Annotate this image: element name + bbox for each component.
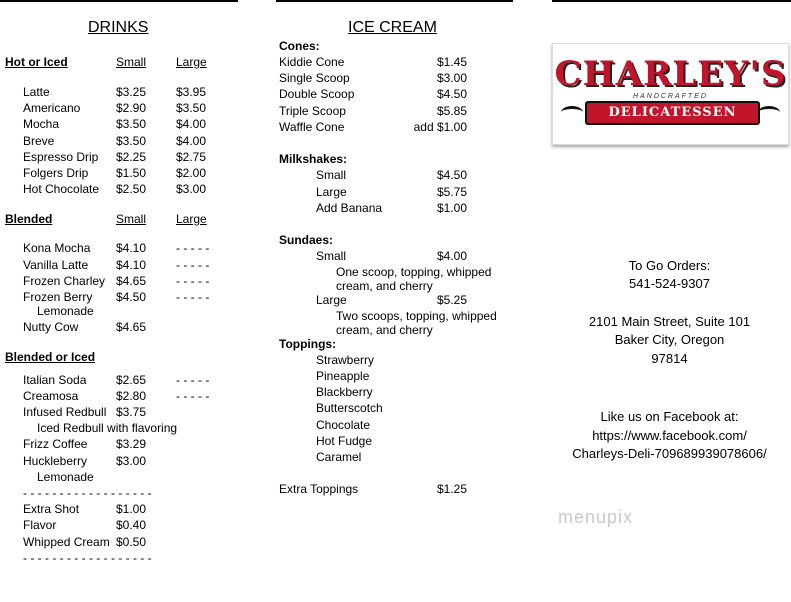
- topping-item: Blackberry: [316, 385, 373, 399]
- item-large: - - - - -: [176, 241, 210, 255]
- item-name: Vanilla Latte: [23, 258, 89, 272]
- item-small: $4.65: [116, 274, 147, 288]
- item-small: $0.40: [116, 518, 147, 532]
- item-name: Infused Redbull: [23, 405, 107, 419]
- col-large-label: Large: [176, 55, 207, 69]
- item-large: $4.00: [176, 117, 207, 131]
- ornament-icon: [561, 106, 583, 119]
- item-name-cont: Lemonade: [37, 470, 94, 484]
- topping-item: Strawberry: [316, 353, 375, 367]
- toppings-heading: Toppings:: [279, 337, 337, 351]
- item-name: Folgers Drip: [23, 166, 89, 180]
- item-price: $1.00: [436, 201, 467, 215]
- item-small: $2.80: [116, 389, 147, 403]
- topping-item: Chocolate: [316, 418, 371, 432]
- item-small: $3.25: [116, 85, 147, 99]
- item-name: Americano: [23, 101, 81, 115]
- item-name-cont: Lemonade: [37, 304, 94, 318]
- item-large: - - - - -: [176, 274, 210, 288]
- address-line-2: Baker City, Oregon: [614, 332, 725, 347]
- item-name: Small: [316, 249, 347, 263]
- item-price: add $1.00: [413, 120, 467, 134]
- item-small: $4.10: [116, 258, 147, 272]
- item-name: Frozen Berry: [23, 290, 93, 304]
- item-name: Extra Shot: [23, 502, 80, 516]
- extra-toppings-label: Extra Toppings: [279, 482, 359, 496]
- item-name: Whipped Cream: [23, 535, 110, 549]
- section-blended: Blended: [5, 212, 53, 226]
- item-small: $2.90: [116, 101, 147, 115]
- item-name: Frizz Coffee: [23, 437, 88, 451]
- item-small: $4.65: [116, 320, 147, 334]
- item-price: $3.00: [436, 71, 467, 85]
- item-name: Frozen Charley: [23, 274, 106, 288]
- logo: [552, 43, 789, 145]
- item-name: Single Scoop: [279, 71, 350, 85]
- item-small: $2.65: [116, 373, 147, 387]
- ornament-icon: [758, 106, 780, 119]
- item-price: $4.50: [436, 87, 467, 101]
- item-name: Large: [316, 185, 347, 199]
- facebook-line-3: Charleys-Deli-709689939078606/: [572, 446, 767, 461]
- item-name: Small: [316, 168, 347, 182]
- cones-heading: Cones:: [279, 39, 320, 53]
- topping-item: Hot Fudge: [316, 434, 373, 448]
- item-name: Italian Soda: [23, 373, 87, 387]
- item-price: $1.45: [436, 55, 467, 69]
- item-small: $3.50: [116, 117, 147, 131]
- item-desc: cream, and cherry: [336, 279, 433, 293]
- item-name: Large: [316, 293, 347, 307]
- item-small: $2.25: [116, 150, 147, 164]
- item-large: $3.00: [176, 182, 207, 196]
- facebook-line-1: Like us on Facebook at:: [600, 409, 739, 424]
- section-hot-or-iced: Hot or Iced: [5, 55, 68, 69]
- item-name: Flavor: [23, 518, 57, 532]
- item-name: Huckleberry: [23, 454, 88, 468]
- item-large: $2.75: [176, 150, 207, 164]
- address-line-1: 2101 Main Street, Suite 101: [588, 314, 751, 329]
- facebook-line-2: https://www.facebook.com/: [592, 428, 747, 443]
- topping-item: Caramel: [316, 450, 362, 464]
- item-name: Kiddie Cone: [279, 55, 345, 69]
- item-name: Creamosa: [23, 389, 79, 403]
- extra-toppings-price: $1.25: [436, 482, 467, 496]
- item-large: $3.50: [176, 101, 207, 115]
- item-small: $3.50: [116, 134, 147, 148]
- sundaes-heading: Sundaes:: [279, 233, 334, 247]
- item-name: Triple Scoop: [279, 104, 346, 118]
- item-price: $5.75: [436, 185, 467, 199]
- drinks-title: DRINKS: [88, 19, 149, 36]
- divider: - - - - - - - - - - - - - - - - - -: [23, 486, 152, 500]
- milkshakes-heading: Milkshakes:: [279, 152, 348, 166]
- item-name: Mocha: [23, 117, 60, 131]
- topping-item: Pineapple: [316, 369, 370, 383]
- item-large: $4.00: [176, 134, 207, 148]
- divider: - - - - - - - - - - - - - - - - - -: [23, 551, 152, 565]
- item-large: - - - - -: [176, 389, 210, 403]
- column-rule-info: [552, 0, 791, 2]
- item-large: $2.00: [176, 166, 207, 180]
- zip: 97814: [651, 351, 688, 366]
- item-small: $4.10: [116, 241, 147, 255]
- column-rule-icecream: [276, 0, 513, 2]
- item-price: $5.25: [436, 293, 467, 307]
- logo-name: CHARLEY'S: [554, 54, 787, 94]
- col-small-label: Small: [116, 55, 147, 69]
- section-blended-or-iced: Blended or Iced: [5, 350, 96, 364]
- logo-sub: HANDCRAFTED: [633, 93, 708, 100]
- item-large: $3.95: [176, 85, 207, 99]
- item-desc: One scoop, topping, whipped: [336, 265, 492, 279]
- topping-item: Butterscotch: [316, 401, 383, 415]
- item-name: Double Scoop: [279, 87, 355, 101]
- item-name-cont: Iced Redbull with flavoring: [37, 421, 178, 435]
- item-large: - - - - -: [176, 290, 210, 304]
- item-small: $2.50: [116, 182, 147, 196]
- col-large-label: Large: [176, 212, 207, 226]
- item-price: $4.50: [436, 168, 467, 182]
- item-name: Add Banana: [316, 201, 383, 215]
- item-small: $4.50: [116, 290, 147, 304]
- item-small: $3.75: [116, 405, 147, 419]
- to-go-label: To Go Orders:: [628, 258, 711, 273]
- item-name: Kona Mocha: [23, 241, 91, 255]
- watermark: menupix: [558, 507, 634, 527]
- column-rule-drinks: [0, 0, 238, 2]
- item-name: Nutty Cow: [23, 320, 79, 334]
- item-name: Breve: [23, 134, 55, 148]
- item-name: Latte: [23, 85, 50, 99]
- item-desc: Two scoops, topping, whipped: [336, 309, 497, 323]
- item-small: $1.50: [116, 166, 147, 180]
- item-desc: cream, and cherry: [336, 323, 433, 337]
- item-small: $3.00: [116, 454, 147, 468]
- item-small: $1.00: [116, 502, 147, 516]
- item-name: Waffle Cone: [279, 120, 345, 134]
- item-price: $5.85: [436, 104, 467, 118]
- phone: 541-524-9307: [629, 276, 710, 291]
- item-price: $4.00: [436, 249, 467, 263]
- icecream-title: ICE CREAM: [348, 19, 437, 36]
- item-large: - - - - -: [176, 258, 210, 272]
- item-name: Hot Chocolate: [23, 182, 100, 196]
- item-small: $3.29: [116, 437, 147, 451]
- logo-banner: DELICATESSEN: [585, 101, 760, 125]
- col-small-label: Small: [116, 212, 147, 226]
- item-large: - - - - -: [176, 373, 210, 387]
- item-small: $0.50: [116, 535, 147, 549]
- item-name: Espresso Drip: [23, 150, 99, 164]
